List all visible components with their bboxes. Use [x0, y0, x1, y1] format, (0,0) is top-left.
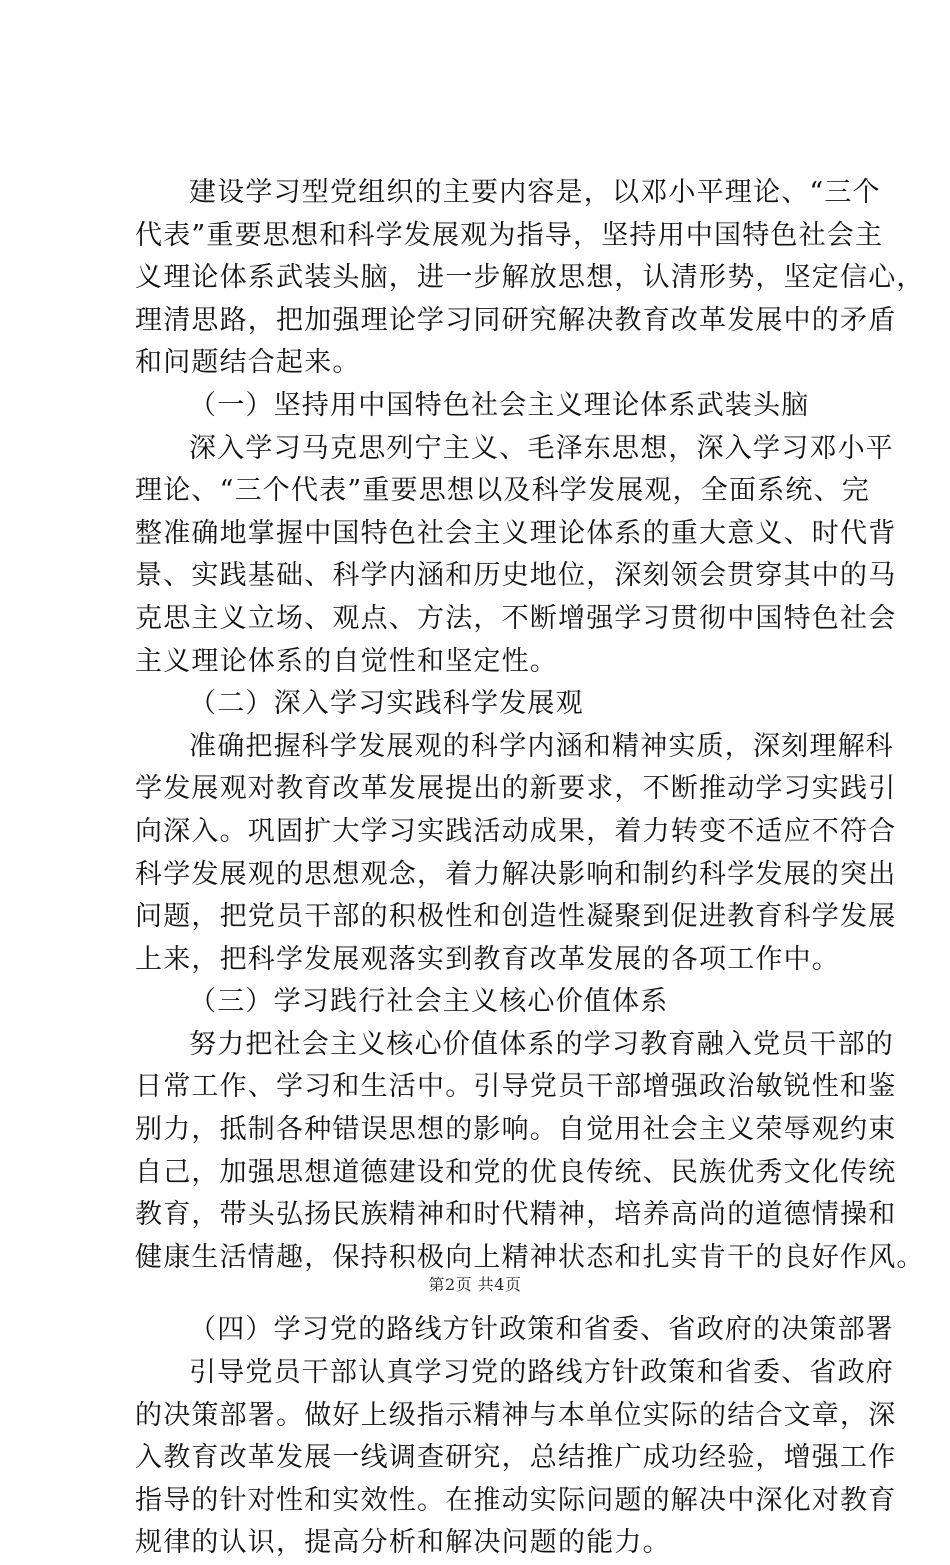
paragraph-line: 问题，把党员干部的积极性和创造性凝聚到促进教育科学发展 — [135, 901, 897, 933]
paragraph-line: 向深入。巩固扩大学习实践活动成果，着力转变不适应不符合 — [135, 815, 897, 847]
paragraph-line: 入教育改革发展一线调查研究，总结推广成功经验，增强工作 — [135, 1442, 897, 1474]
paragraph-line: 准确把握科学发展观的科学内涵和精神实质，深刻理解科 — [189, 730, 894, 762]
paragraph-line: 健康生活情趣，保持积极向上精神状态和扎实肯干的良好作风。 — [135, 1241, 925, 1273]
paragraph-line: 引导党员干部认真学习党的路线方针政策和省委、省政府 — [189, 1357, 894, 1389]
paragraph-line: 别力，抵制各种错误思想的影响。自觉用社会主义荣辱观约束 — [135, 1114, 897, 1146]
paragraph-line: 建设学习型党组织的主要内容是，以邓小平理论、“三个 — [189, 177, 881, 208]
paragraph-line: 理论、“三个代表”重要思想以及科学发展观，全面系统、完 — [135, 475, 871, 507]
section-heading: （二）深入学习实践科学发展观 — [189, 688, 584, 720]
paragraph-line: 的决策部署。做好上级指示精神与本单位实际的结合文章，深 — [135, 1399, 897, 1431]
section-heading: （三）学习践行社会主义核心价值体系 — [189, 986, 669, 1018]
paragraph-line: 主义理论体系的自觉性和坚定性。 — [135, 645, 558, 677]
page-number-footer: 第2页 共4页 — [428, 1275, 522, 1294]
paragraph-line: 深入学习马克思列宁主义、毛泽东思想，深入学习邓小平 — [189, 432, 894, 464]
paragraph-line: 和问题结合起来。 — [135, 347, 361, 379]
paragraph-line: 克思主义立场、观点、方法，不断增强学习贯彻中国特色社会 — [135, 602, 897, 634]
section-heading: （一）坚持用中国特色社会主义理论体系武装头脑 — [189, 389, 810, 421]
paragraph-line: 上来，把科学发展观落实到教育改革发展的各项工作中。 — [135, 943, 840, 975]
paragraph-line: 代表”重要思想和科学发展观为指导，坚持用中国特色社会主 — [135, 219, 884, 251]
paragraph-line: 自己，加强思想道德建设和党的优良传统、民族优秀文化传统 — [135, 1156, 897, 1188]
paragraph-line: 科学发展观的思想观念，着力解决影响和制约科学发展的突出 — [135, 858, 897, 890]
paragraph-line: 整准确地掌握中国特色社会主义理论体系的重大意义、时代背 — [135, 517, 897, 549]
paragraph-line: 景、实践基础、科学内涵和历史地位，深刻领会贯穿其中的马 — [135, 560, 897, 592]
paragraph-line: 规律的认识，提高分析和解决问题的能力。 — [135, 1527, 671, 1559]
document-body — [135, 172, 925, 1565]
paragraph-line: 指导的针对性和实效性。在推动实际问题的解决中深化对教育 — [135, 1484, 897, 1516]
paragraph-line: 努力把社会主义核心价值体系的学习教育融入党员干部的 — [189, 1028, 894, 1060]
paragraph-line: 义理论体系武装头脑，进一步解放思想，认清形势，坚定信心， — [135, 262, 925, 294]
paragraph-line: 理清思路，把加强理论学习同研究解决教育改革发展中的矛盾 — [135, 304, 897, 336]
paragraph-line: 日常工作、学习和生活中。引导党员干部增强政治敏锐性和鉴 — [135, 1071, 897, 1103]
paragraph-line: 学发展观对教育改革发展提出的新要求，不断推动学习实践引 — [135, 773, 897, 805]
paragraph-line: 教育，带头弘扬民族精神和时代精神，培养高尚的道德情操和 — [135, 1199, 897, 1231]
section-heading: （四）学习党的路线方针政策和省委、省政府的决策部署 — [189, 1314, 894, 1346]
